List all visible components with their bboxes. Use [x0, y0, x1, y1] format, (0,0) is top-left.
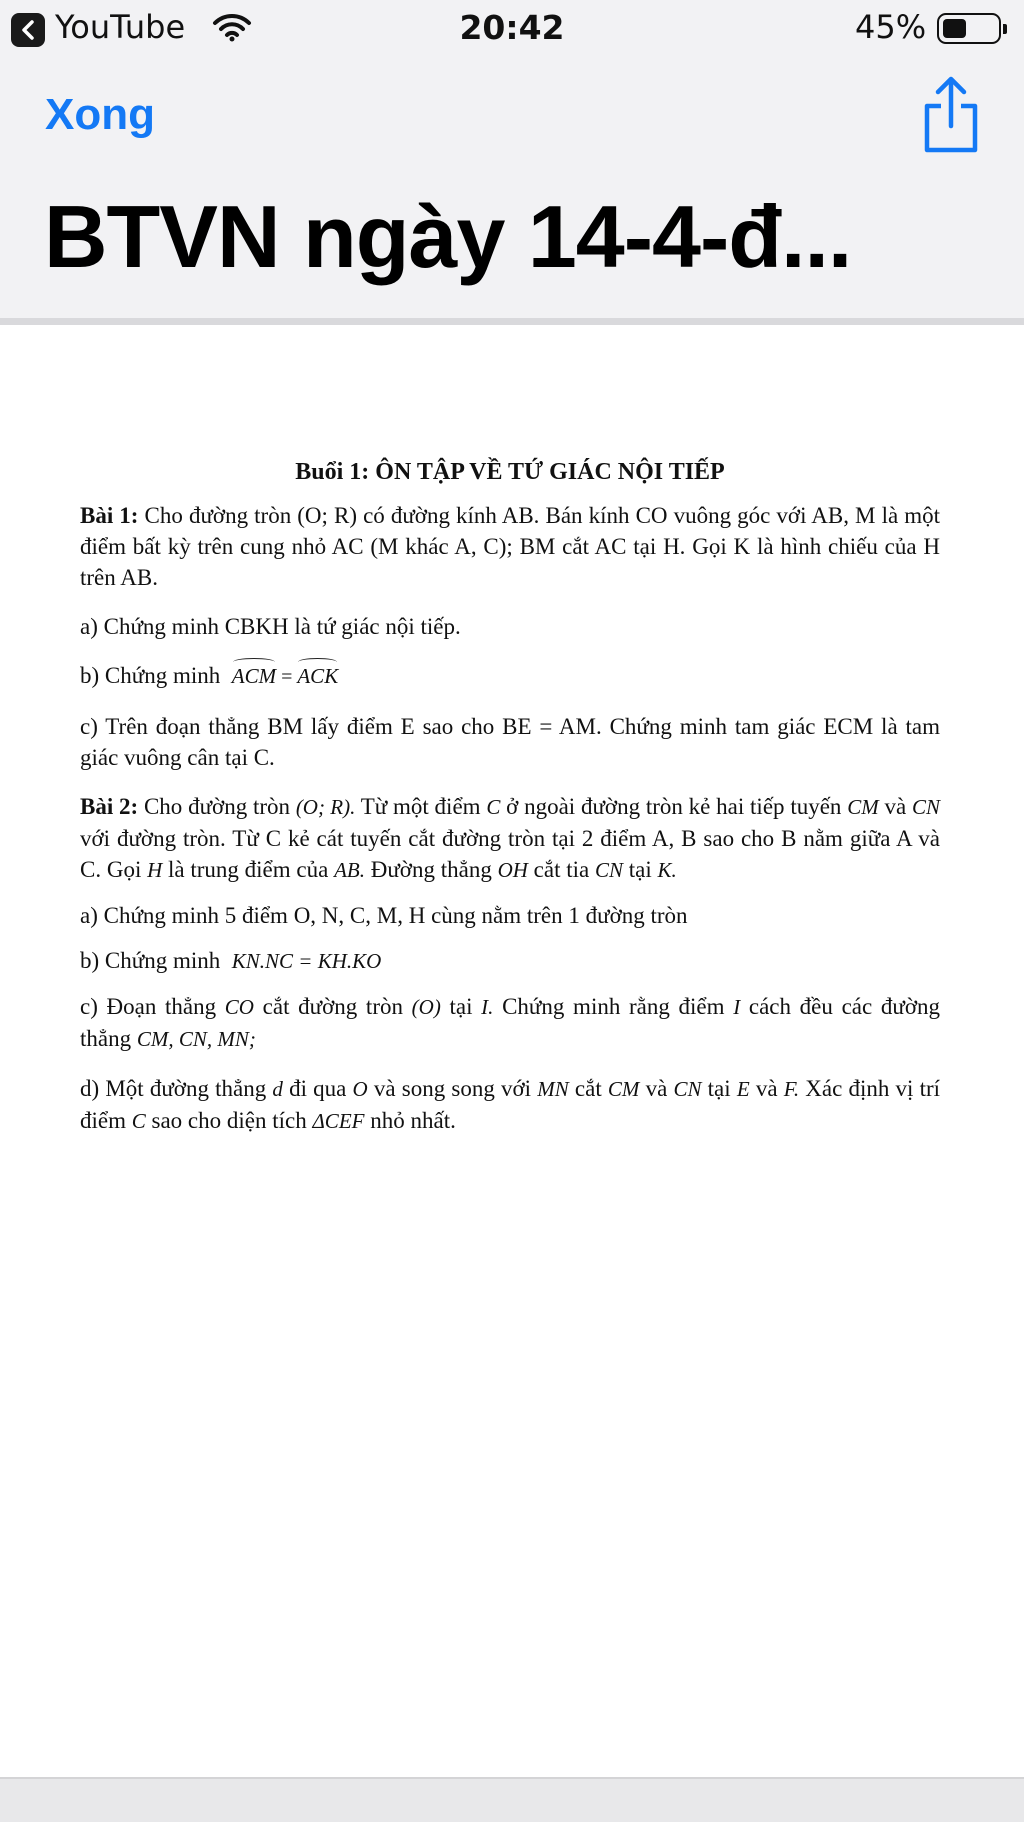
header-divider — [0, 318, 1024, 325]
bai1-text: Cho đường tròn (O; R) có đường kính AB. Bán kính CO vuông góc với AB, M là một điểm bất kỳ trên cung nhỏ AC (M khác A, C); BM cắt AC tại H. Gọi K là hình chiếu của H trên AB. — [80, 503, 941, 590]
angle-ack: ACK — [297, 661, 338, 692]
bai2-part-d — [80, 1073, 940, 1137]
bai2-text: Chứng minh rằng điểm — [502, 994, 725, 1019]
battery-fill — [943, 19, 966, 38]
share-button[interactable] — [921, 76, 981, 156]
document-title: BTVN ngày 14-4-đ... — [44, 187, 852, 286]
math-term: C — [131, 1109, 146, 1133]
math-term: ΔCEF — [312, 1109, 365, 1133]
bai2-text: tại — [707, 1076, 731, 1101]
navigation-header — [0, 56, 1024, 318]
bai2-text: nhỏ nhất. — [370, 1108, 456, 1133]
bai2-text: Xác định vị trí điểm — [80, 1076, 941, 1133]
math-term: CO — [224, 995, 254, 1019]
bai2-text: tại — [449, 994, 473, 1019]
bai2-text: cắt — [574, 1076, 602, 1101]
bai1-label: Bài 1: — [80, 503, 139, 528]
bai1-part-c: c) Trên đoạn thẳng BM lấy điểm E sao cho BE = AM. Chứng minh tam giác ECM là tam giác vuông cân tại C. — [80, 714, 940, 770]
math-term: CM — [607, 1077, 640, 1101]
math-term: (O) — [411, 995, 441, 1019]
math-term: H — [147, 858, 163, 882]
back-app-label[interactable]: YouTube — [55, 8, 186, 46]
status-bar — [0, 0, 1024, 56]
done-button[interactable]: Xong — [45, 90, 155, 139]
bai2-text: c) Đoạn thẳng — [80, 994, 217, 1019]
math-term: O — [352, 1077, 368, 1101]
math-term: K. — [657, 858, 677, 882]
math-term: CM, CN, MN; — [136, 1027, 256, 1051]
bai1-b-prefix: b) Chứng minh — [80, 663, 221, 688]
bai2-text: d) Một đường thẳng — [80, 1076, 267, 1101]
lesson-heading: Buổi 1: ÔN TẬP VỀ TỨ GIÁC NỘI TIẾP — [295, 459, 725, 485]
battery-percent: 45% — [855, 8, 927, 46]
bai2-text: cách đều các đường thẳng — [80, 994, 940, 1051]
bai2-text: và — [645, 1076, 668, 1101]
bai2-text: cắt đường tròn — [262, 994, 403, 1019]
bai2-part-c — [80, 991, 940, 1055]
document-page[interactable] — [0, 325, 1024, 1777]
math-term: E — [736, 1077, 750, 1101]
math-term: MN — [537, 1077, 569, 1101]
bai2-text: Cho đường tròn — [143, 794, 291, 819]
bai2-b-prefix: b) Chứng minh — [80, 948, 221, 973]
math-term: (O; R). — [295, 795, 356, 819]
bai2-part-b — [80, 945, 940, 977]
bai2-text: ở ngoài đường tròn kẻ hai tiếp tuyến — [506, 794, 842, 819]
bai2-text: và song song với — [373, 1076, 532, 1101]
bai2-text: là trung điểm của — [168, 857, 329, 882]
bai2-text: và — [884, 794, 907, 819]
math-term: CN — [673, 1077, 702, 1101]
angle-acm: ACM — [232, 661, 276, 692]
math-term: C — [486, 795, 501, 819]
math-term: d — [272, 1077, 283, 1101]
math-term: CN — [911, 795, 940, 819]
bai2-text: Từ một điểm — [360, 794, 481, 819]
math-term: OH — [497, 858, 528, 882]
math-term: I. — [481, 995, 494, 1019]
bai2-text: và — [755, 1076, 778, 1101]
bai2-text: tại — [628, 857, 652, 882]
share-icon — [921, 76, 981, 156]
bai2-text: Đường thẳng — [370, 857, 492, 882]
bai2-text: cắt tia — [533, 857, 590, 882]
battery-icon — [937, 13, 1001, 44]
math-term: I — [733, 995, 741, 1019]
math-term: CN — [594, 858, 623, 882]
bai1-part-a: a) Chứng minh CBKH là tứ giác nội tiếp. — [80, 614, 461, 639]
document-content — [80, 457, 940, 1155]
bai2-text: đi qua — [289, 1076, 347, 1101]
clock-time: 20:42 — [459, 8, 565, 47]
math-term: AB. — [334, 858, 365, 882]
math-term: KN.NC = KH.KO — [231, 949, 382, 973]
bai1-intro — [80, 500, 940, 593]
bai2-intro — [80, 791, 940, 886]
bai2-text: sao cho diện tích — [151, 1108, 307, 1133]
bai2-text: với đường tròn. Từ C kẻ cát tuyến cắt đường tròn tại 2 điểm A, B sao cho B nằm giữa A và C. Gọi — [80, 826, 940, 882]
math-term: F. — [783, 1077, 800, 1101]
bai1-part-b — [80, 660, 940, 693]
bai1-b-equals: = — [276, 666, 298, 688]
bai2-label: Bài 2: — [80, 794, 139, 819]
math-term: CM — [847, 795, 879, 819]
bai2-part-a: a) Chứng minh 5 điểm O, N, C, M, H cùng nằm trên 1 đường tròn — [80, 903, 688, 928]
bottom-toolbar — [0, 1777, 1024, 1822]
